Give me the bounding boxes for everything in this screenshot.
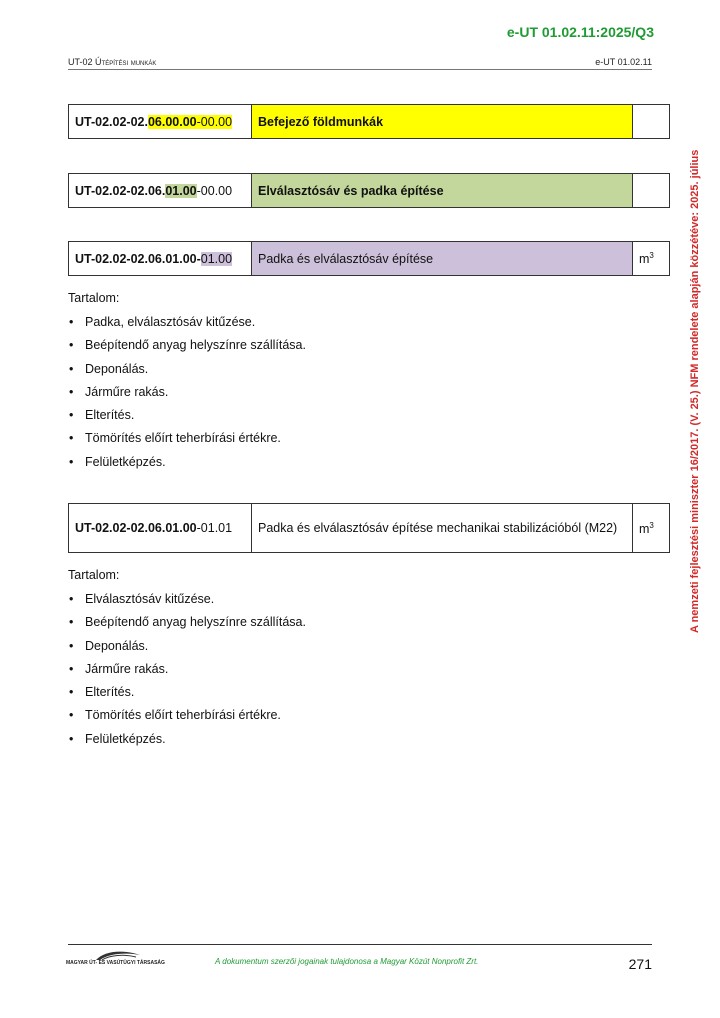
document-id: e-UT 01.02.11:2025/Q3 xyxy=(506,24,654,40)
list-item: • Járműre rakás. xyxy=(68,661,628,677)
content-lead: Tartalom: xyxy=(68,568,120,582)
side-note-container xyxy=(687,113,703,633)
item-code xyxy=(69,174,252,208)
list-item: • Elterítés. xyxy=(68,684,628,700)
item-code xyxy=(69,242,252,276)
unit-base: m xyxy=(639,252,650,266)
header-left-prefix: UT-02 xyxy=(68,57,93,67)
item-title: Befejező földmunkák xyxy=(252,105,633,139)
list-item: • Elterítés. xyxy=(68,407,628,423)
header-left-title: Útépítési munkák xyxy=(95,57,157,67)
item-unit xyxy=(633,504,670,553)
list-item: • Felületképzés. xyxy=(68,454,628,470)
item-title: Elválasztósáv és padka építése xyxy=(252,174,633,208)
content-section-1 xyxy=(68,291,628,477)
code-suffix: -00.00 xyxy=(196,114,233,129)
list-item: • Felületképzés. xyxy=(68,731,628,747)
list-item: • Elválasztósáv kitűzése. xyxy=(68,591,628,607)
content-list xyxy=(68,591,628,747)
item-title: Padka és elválasztósáv építése xyxy=(252,242,633,276)
header-right: e-UT 01.02.11 xyxy=(595,57,652,67)
side-note: A nemzeti fejlesztési miniszter 16/2017. (V. 25.) NFM rendelete alapján közzétéve: 2025. július xyxy=(689,149,701,633)
society-logo xyxy=(66,948,165,968)
item-code xyxy=(69,105,252,139)
copyright-notice: A dokumentum szerzői jogainak tulajdonosa a Magyar Közút Nonprofit Zrt. xyxy=(215,957,479,966)
header-left xyxy=(68,57,156,67)
content-lead: Tartalom: xyxy=(68,291,120,305)
code-suffix: -01.01 xyxy=(196,521,233,535)
code-part: UT-02.02-02. xyxy=(75,114,148,129)
list-item: • Tömörítés előírt teherbírási értékre. xyxy=(68,707,628,723)
item-unit xyxy=(633,105,670,139)
list-item: • Tömörítés előírt teherbírási értékre. xyxy=(68,430,628,446)
code-highlight: 06.00.00 xyxy=(147,114,197,129)
code-highlight: 01.00 xyxy=(200,251,233,266)
list-item: • Beépítendő anyag helyszínre szállítása. xyxy=(68,337,628,353)
unit-base: m xyxy=(639,521,650,536)
item-unit xyxy=(633,242,670,276)
list-item: • Deponálás. xyxy=(68,638,628,654)
unit-exponent: 3 xyxy=(649,251,654,260)
list-item: • Beépítendő anyag helyszínre szállítása. xyxy=(68,614,628,630)
code-suffix: -00.00 xyxy=(196,183,233,198)
content-list xyxy=(68,314,628,470)
item-row-3 xyxy=(68,241,670,276)
page-number: 271 xyxy=(628,956,652,972)
footer-divider xyxy=(68,944,652,945)
code-highlight: 01.00 xyxy=(165,183,197,198)
item-unit xyxy=(633,174,670,208)
item-row-2 xyxy=(68,173,670,208)
code-part: UT-02.02-02.06. xyxy=(75,183,166,198)
list-item: • Padka, elválasztósáv kitűzése. xyxy=(68,314,628,330)
list-item: • Járműre rakás. xyxy=(68,384,628,400)
code-part: UT-02.02-02.06.01.00- xyxy=(75,251,201,266)
item-row-4 xyxy=(68,503,670,553)
list-item: • Deponálás. xyxy=(68,361,628,377)
item-code xyxy=(69,504,252,553)
code-part: UT-02.02-02.06.01.00 xyxy=(75,521,197,535)
content-section-2 xyxy=(68,568,628,754)
running-header xyxy=(68,57,652,70)
item-row-1 xyxy=(68,104,670,139)
item-title: Padka és elválasztósáv építése mechanikai stabilizációból (M22) xyxy=(252,504,633,553)
unit-exponent: 3 xyxy=(649,520,654,530)
logo-text: MAGYAR ÚT- ÉS VASÚTÜGYI TÁRSASÁG xyxy=(66,960,165,966)
